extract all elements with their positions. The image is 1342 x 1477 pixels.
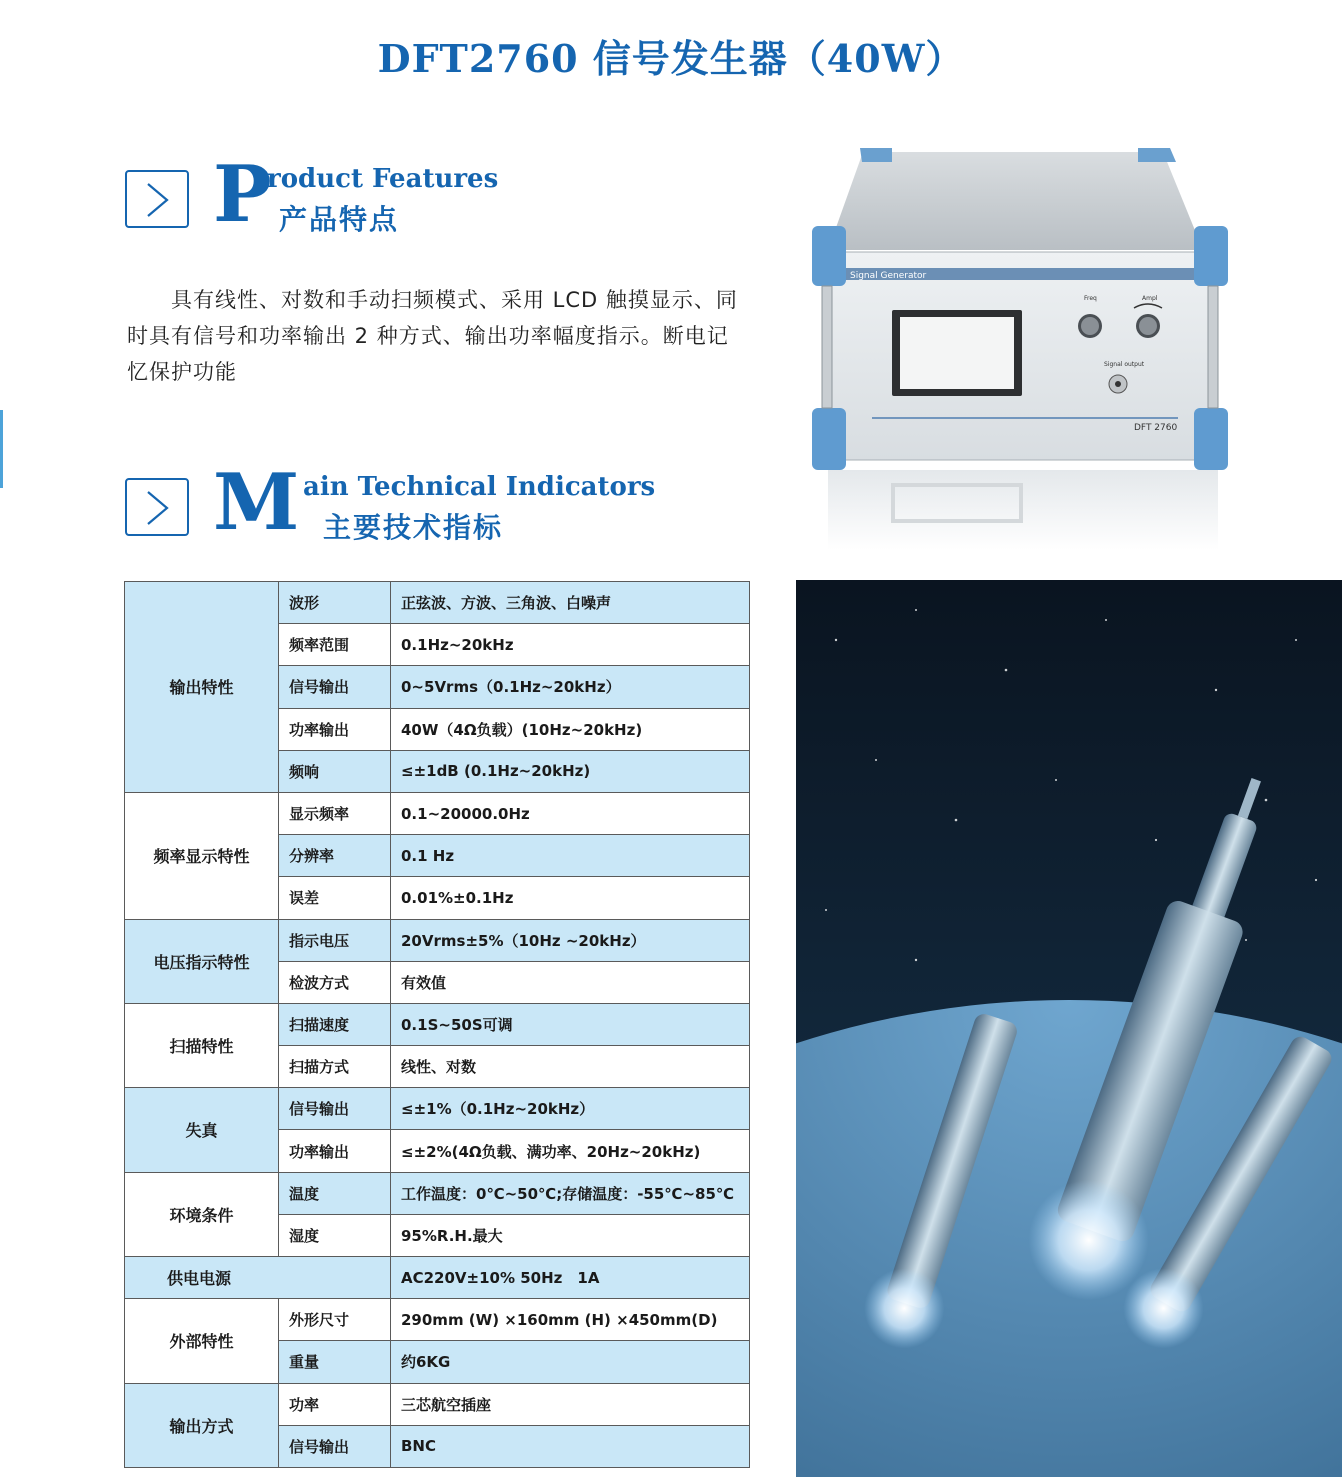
spec-value: 40W（4Ω负载）(10Hz~20kHz) [391, 708, 750, 750]
device-model-label: DFT 2760 [1134, 423, 1178, 433]
page-title: DFT2760 信号发生器（40W） [377, 36, 965, 81]
spec-param: 信号输出 [279, 666, 391, 708]
spec-value: 约6KG [391, 1341, 750, 1383]
rocket-launch-image [796, 580, 1342, 1477]
spec-category: 电压指示特性 [125, 919, 279, 1003]
spec-param: 指示电压 [279, 919, 391, 961]
spec-param: 温度 [279, 1172, 391, 1214]
spec-value: BNC [391, 1425, 750, 1467]
spec-category: 失真 [125, 1088, 279, 1172]
indicators-heading-en: ain Technical Indicators [303, 472, 656, 502]
spec-value: 0~5Vrms（0.1Hz~20kHz） [391, 666, 750, 708]
spec-param: 分辨率 [279, 835, 391, 877]
spec-value: 20Vrms±5%（10Hz ~20kHz） [391, 919, 750, 961]
features-initial-letter: P [213, 149, 272, 240]
spec-value: 有效值 [391, 961, 750, 1003]
spec-param: 信号输出 [279, 1088, 391, 1130]
spec-param: 信号输出 [279, 1425, 391, 1467]
spec-value: AC220V±10% 50Hz 1A [391, 1257, 750, 1299]
spec-value: 95%R.H.最大 [391, 1214, 750, 1256]
features-heading-zh: 产品特点 [279, 203, 400, 236]
spec-value: 0.1~20000.0Hz [391, 792, 750, 834]
chevron-right-icon [125, 478, 189, 536]
spec-param: 检波方式 [279, 961, 391, 1003]
spec-category: 外部特性 [125, 1299, 279, 1383]
table-row [125, 1257, 750, 1299]
spec-param: 重量 [279, 1341, 391, 1383]
spec-value: ≤±1dB (0.1Hz~20kHz) [391, 750, 750, 792]
spec-param: 频率范围 [279, 624, 391, 666]
spec-param: 功率 [279, 1383, 391, 1425]
spec-param: 频响 [279, 750, 391, 792]
spec-param: 扫描方式 [279, 1046, 391, 1088]
spec-value: ≤±2%(4Ω负载、满功率、20Hz~20kHz) [391, 1130, 750, 1172]
table-row [125, 582, 750, 624]
spec-value: 290mm (W) ×160mm (H) ×450mm(D) [391, 1299, 750, 1341]
features-heading-en: roduct Features [267, 164, 499, 194]
spec-category: 环境条件 [125, 1172, 279, 1256]
spec-param: 显示频率 [279, 792, 391, 834]
table-row [125, 919, 750, 961]
indicators-initial-letter: M [213, 457, 300, 548]
spec-category: 输出方式 [125, 1383, 279, 1467]
indicators-heading-zh: 主要技术指标 [323, 511, 504, 544]
spec-value: 0.1 Hz [391, 835, 750, 877]
table-row [125, 1172, 750, 1214]
spec-param: 外形尺寸 [279, 1299, 391, 1341]
spec-param: 功率输出 [279, 708, 391, 750]
table-row [125, 1088, 750, 1130]
device-brand-label: Signal Generator [850, 271, 927, 281]
ampl-knob-label: Ampl [1142, 295, 1158, 302]
spec-value: 0.1S~50S可调 [391, 1003, 750, 1045]
table-row [125, 1003, 750, 1045]
spec-param: 湿度 [279, 1214, 391, 1256]
table-row [125, 1383, 750, 1425]
spec-value: 0.01%±0.1Hz [391, 877, 750, 919]
spec-value: 正弦波、方波、三角波、白噪声 [391, 582, 750, 624]
spec-value: 0.1Hz~20kHz [391, 624, 750, 666]
spec-param: 扫描速度 [279, 1003, 391, 1045]
freq-knob-label: Freq [1084, 295, 1097, 302]
spec-category: 供电电源 [125, 1257, 391, 1299]
product-photo [808, 140, 1248, 560]
chevron-right-icon [125, 170, 189, 228]
edge-accent-bar [0, 410, 3, 488]
spec-value: ≤±1%（0.1Hz~20kHz） [391, 1088, 750, 1130]
table-row [125, 1299, 750, 1341]
spec-value: 工作温度：0℃~50℃;存储温度：-55℃~85℃ [391, 1172, 750, 1214]
table-row [125, 792, 750, 834]
spec-category: 扫描特性 [125, 1003, 279, 1087]
spec-param: 误差 [279, 877, 391, 919]
spec-table [124, 581, 750, 1468]
signal-output-label: Signal output [1104, 361, 1145, 368]
features-description: 具有线性、对数和手动扫频模式、采用 LCD 触摸显示、同时具有信号和功率输出 2 种方式、输出功率幅度指示。断电记忆保护功能 [127, 288, 738, 384]
spec-category: 频率显示特性 [125, 792, 279, 919]
spec-param: 波形 [279, 582, 391, 624]
spec-value: 线性、对数 [391, 1046, 750, 1088]
spec-param: 功率输出 [279, 1130, 391, 1172]
spec-value: 三芯航空插座 [391, 1383, 750, 1425]
spec-category: 输出特性 [125, 582, 279, 793]
